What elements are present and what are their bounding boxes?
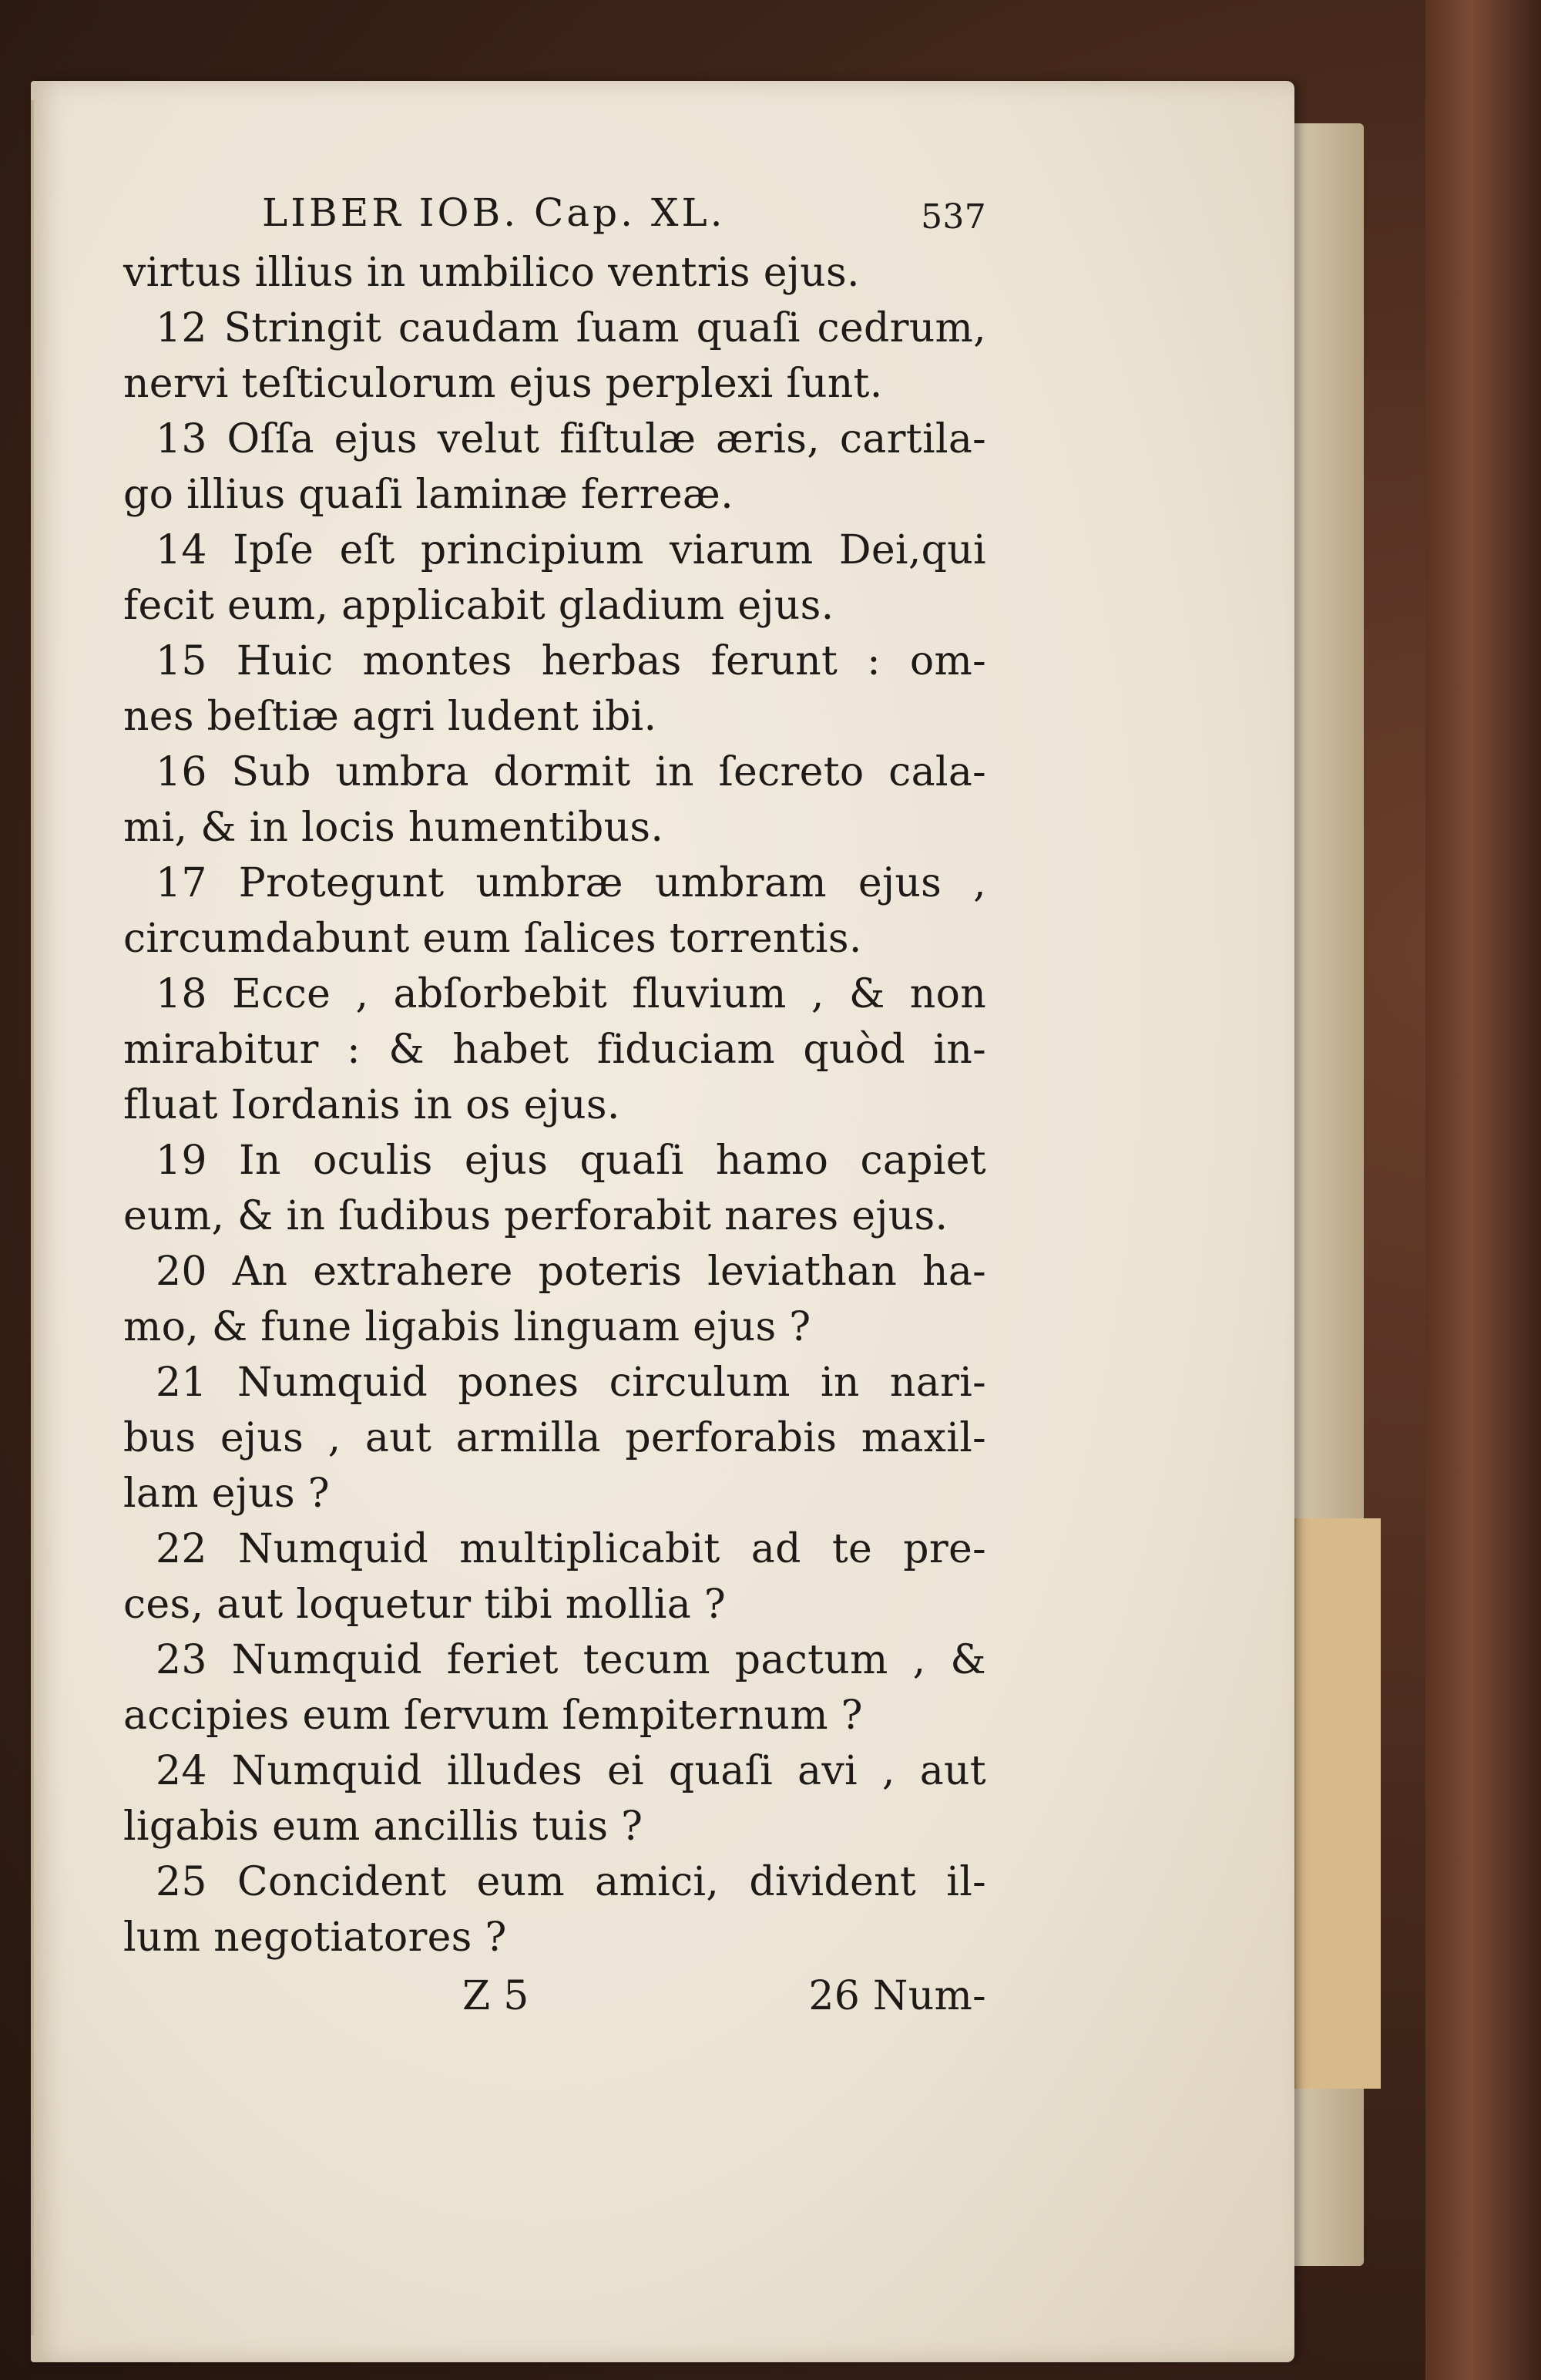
text-line: eum, & in ſudibus perforabit nares ejus.: [123, 1193, 948, 1239]
text-line: 21 Numquid pones circulum in nari-: [156, 1360, 986, 1406]
text-line: 18 Ecce , abſorbebit fluvium , & non: [156, 971, 986, 1017]
text-line: 15 Huic montes herbas ferunt : om-: [156, 638, 986, 684]
verse-lines: [123, 245, 986, 1965]
text-line: go illius quaſi laminæ ferreæ.: [123, 472, 734, 518]
text-line: 16 Sub umbra dormit in ſecreto cala-: [156, 749, 986, 795]
text-line: lum negotiatores ?: [123, 1914, 507, 1961]
signature-mark: Z 5: [462, 1973, 529, 2019]
text-line: mirabitur : & habet fiduciam quòd in-: [123, 1027, 986, 1073]
text-line: 14 Ipſe eſt principium viarum Dei,qui: [156, 527, 986, 573]
page-footer: [123, 1968, 986, 2030]
paper-tab: [1294, 1518, 1381, 2089]
text-line: fecit eum, applicabit gladium ejus.: [123, 583, 834, 629]
text-line: 22 Numquid multiplicabit ad te pre-: [156, 1526, 986, 1572]
text-line: 13 Oſſa ejus velut fiſtulæ æris, cartila-: [156, 416, 986, 462]
running-head-title: LIBER IOB. Cap. XL.: [262, 190, 726, 235]
text-line: 24 Numquid illudes ei quaſi avi , aut: [156, 1748, 986, 1794]
text-line: virtus illius in umbilico ventris ejus.: [123, 250, 860, 296]
page-text: [123, 185, 986, 2030]
running-head: [123, 185, 986, 245]
text-line: ces, aut loquetur tibi mollia ?: [123, 1582, 727, 1628]
text-line: circumdabunt eum ſalices torrentis.: [123, 916, 862, 962]
text-line: fluat Iordanis in os ejus.: [123, 1082, 620, 1128]
text-line: 20 An extrahere poteris leviathan ha-: [156, 1249, 986, 1295]
text-line: mi, & in locis humentibus.: [123, 805, 664, 851]
binding-edge: [1425, 0, 1541, 2380]
text-line: nes beſtiæ agri ludent ibi.: [123, 694, 657, 740]
text-line: 12 Stringit caudam ſuam quaſi cedrum,: [156, 305, 986, 351]
text-line: 17 Protegunt umbræ umbram ejus ,: [156, 860, 986, 906]
gutter-line: [31, 100, 34, 2335]
text-line: nervi teſticulorum ejus perplexi ſunt.: [123, 361, 883, 407]
text-line: 25 Concident eum amici, divident il-: [156, 1859, 986, 1905]
text-line: accipies eum ſervum ſempiternum ?: [123, 1693, 863, 1739]
text-line: mo, & fune ligabis linguam ejus ?: [123, 1304, 811, 1350]
text-line: lam ejus ?: [123, 1471, 330, 1517]
page-number: 537: [921, 197, 986, 237]
text-line: bus ejus , aut armilla perforabis maxil-: [123, 1415, 986, 1461]
text-line: 19 In oculis ejus quaſi hamo capiet: [156, 1138, 986, 1184]
catchword: 26 Num-: [808, 1973, 986, 2019]
text-line: 23 Numquid feriet tecum pactum , &: [156, 1637, 986, 1683]
text-line: ligabis eum ancillis tuis ?: [123, 1803, 643, 1850]
